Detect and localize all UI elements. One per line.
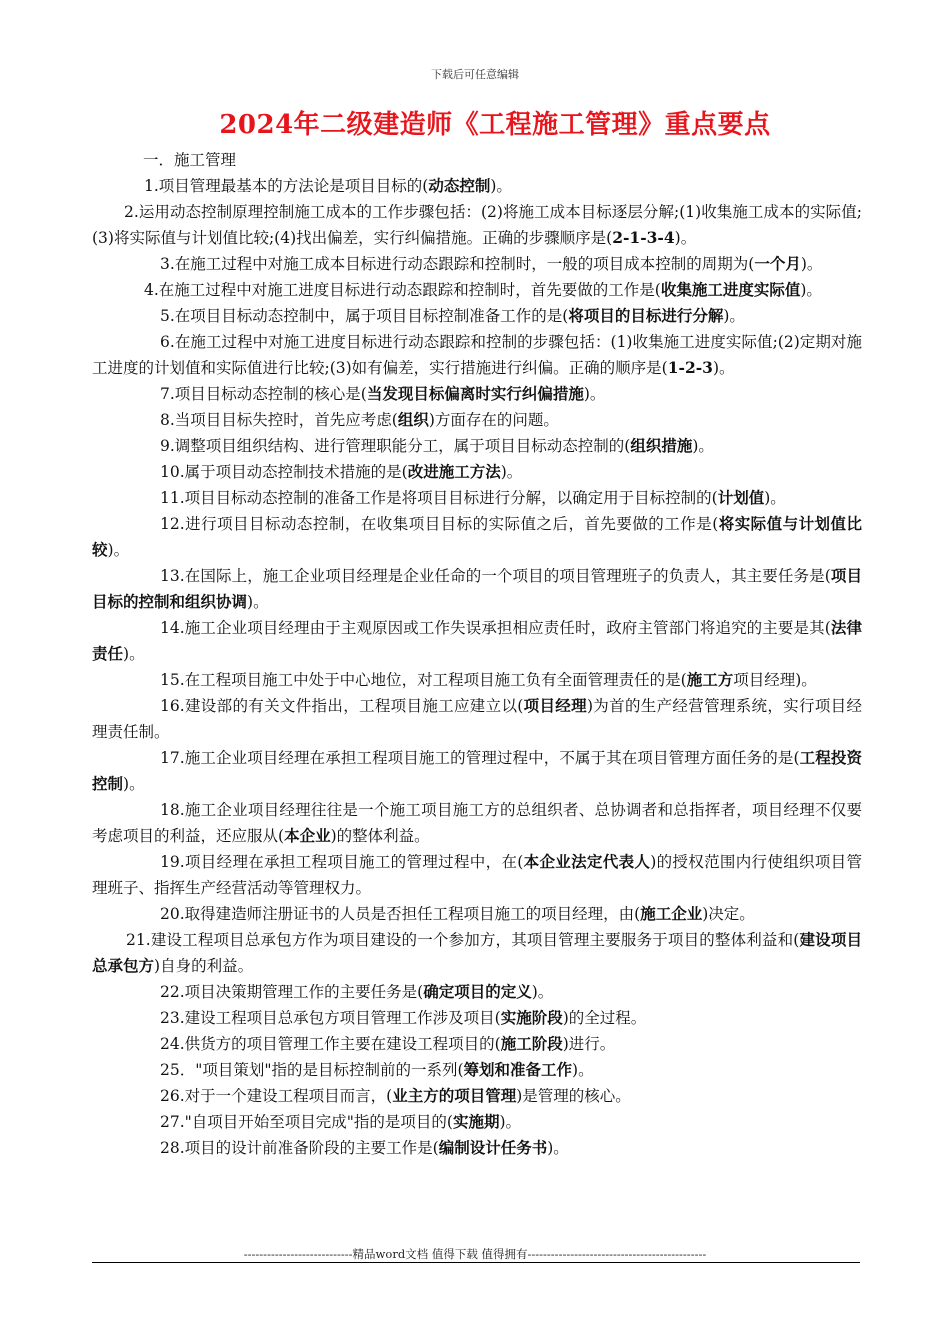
list-item (92, 979, 862, 1005)
item-text-tail: )。 (247, 593, 269, 611)
item-answer: 将项目的目标进行分解 (568, 306, 724, 325)
item-answer: 将实际值与计划值比较 (92, 514, 862, 559)
item-text-tail: )的授权范围内行使组织项目管理班子、指挥生产经营活动等管理权力。 (92, 853, 862, 897)
list-item (92, 173, 862, 199)
list-item (92, 927, 862, 979)
item-text: 10.属于项目动态控制技术措施的是( (160, 463, 408, 481)
item-text: 28.项目的设计前准备阶段的主要工作是( (160, 1139, 439, 1157)
list-item (92, 1057, 862, 1083)
item-text: 12.进行项目目标动态控制，在收集项目目标的实际值之后，首先要做的工作是( (160, 515, 719, 533)
list-item (92, 1031, 862, 1057)
item-text: 11.项目目标动态控制的准备工作是将项目目标进行分解，以确定用于目标控制的( (160, 489, 718, 507)
item-answer: 计划值 (717, 488, 765, 507)
item-answer: 2-1-3-4 (612, 228, 675, 247)
item-text-tail: )。 (123, 645, 145, 663)
item-text: 14.施工企业项目经理由于主观原因或工作失误承担相应责任时，政府主管部门将追究的主要是其( (160, 619, 831, 637)
item-text: 8.当项目目标失控时，首先应考虑( (160, 411, 398, 429)
item-answer: 1-2-3 (667, 358, 713, 377)
list-item (92, 1109, 862, 1135)
list-item (92, 745, 862, 797)
item-text-tail: )进行。 (562, 1035, 616, 1053)
item-text: 19.项目经理在承担工程项目施工的管理过程中，在( (160, 853, 524, 871)
item-text-tail: )的全过程。 (562, 1009, 647, 1027)
item-text-tail: )。 (547, 1139, 569, 1157)
item-text: 9.调整项目组织结构、进行管理职能分工，属于项目目标动态控制的( (160, 437, 631, 455)
list-item (92, 511, 862, 563)
item-text-tail: )。 (723, 307, 745, 325)
list-item (92, 433, 862, 459)
item-answer: 业主方的项目管理 (392, 1086, 517, 1105)
list-item (92, 199, 862, 251)
item-text: 13.在国际上，施工企业项目经理是企业任命的一个项目的项目管理班子的负责人，其主要任务是( (160, 567, 831, 585)
footer-text: ----------------------------精品word文档 值得下载 值得拥有---------------------------------------------- (243, 1247, 707, 1261)
list-item (92, 1083, 862, 1109)
list-item (92, 407, 862, 433)
item-answer: 项目目标的控制和组织协调 (92, 566, 862, 611)
list-item (92, 1005, 862, 1031)
list-item (92, 1135, 862, 1161)
item-text: 21.建设工程项目总承包方作为项目建设的一个参加方，其项目管理主要服务于项目的整体利益和( (126, 931, 800, 949)
item-text-tail: )。 (692, 437, 714, 455)
item-text-tail: )是管理的核心。 (516, 1087, 631, 1105)
item-answer: 当发现目标偏离时实行纠偏措施 (366, 384, 584, 403)
item-answer: 本企业法定代表人 (523, 852, 651, 871)
item-answer: 施工企业 (640, 904, 703, 923)
item-text-tail: )。 (800, 255, 823, 273)
item-text-tail: )为首的生产经营管理系统，实行项目经理责任制。 (92, 697, 862, 741)
list-item (92, 615, 862, 667)
item-text: 24.供货方的项目管理工作主要在建设工程项目的( (160, 1035, 501, 1053)
item-text-tail: )。 (764, 489, 786, 507)
item-answer: 收集施工进度实际值 (660, 280, 801, 299)
item-text: 3.在施工过程中对施工成本目标进行动态跟踪和控制时，一般的项目成本控制的周期为( (160, 255, 755, 273)
list-item (92, 381, 862, 407)
item-text: 25．"项目策划"指的是目标控制前的一系列( (160, 1061, 464, 1079)
item-text-tail: )。 (572, 1061, 594, 1079)
item-answer: 实施期 (452, 1112, 500, 1131)
item-text-tail: )。 (123, 775, 145, 793)
item-answer: 工程投资控制 (92, 748, 862, 793)
item-text-tail: )自身的利益。 (154, 957, 254, 975)
item-text-tail: )的整体利益。 (330, 827, 430, 845)
item-answer: 组织措施 (630, 436, 693, 455)
item-text-tail: )。 (531, 983, 554, 1001)
item-text: 2.运用动态控制原理控制施工成本的工作步骤包括：(2)将施工成本目标逐层分解;(1)收集施工成本的实际值;(3)将实际值与计划值比较;(4)找出偏差，实行纠偏措施。正确的步骤顺序是( (92, 203, 862, 247)
item-text: 22.项目决策期管理工作的主要任务是( (160, 983, 424, 1001)
document-title: 2024年二级建造师《工程施工管理》重点要点 (219, 110, 771, 140)
footer-rule (92, 1262, 860, 1263)
list-item (92, 277, 862, 303)
item-answer: 确定项目的定义 (423, 982, 532, 1001)
section-heading: 一．施工管理 (143, 151, 237, 169)
item-answer: 一个月 (754, 254, 801, 273)
item-text: 23.建设工程项目总承包方项目管理工作涉及项目( (160, 1009, 501, 1027)
list-item (92, 459, 862, 485)
item-answer: 实施阶段 (500, 1008, 563, 1027)
list-item (92, 563, 862, 615)
item-text: 18.施工企业项目经理往往是一个施工项目施工方的总组织者、总协调者和总指挥者，项目经理不仅要考虑项目的利益，还应服从( (92, 801, 862, 845)
item-text: 20.取得建造师注册证书的人员是否担任工程项目施工的项目经理，由( (160, 905, 641, 923)
list-item (92, 797, 862, 849)
list-item (92, 303, 862, 329)
item-text-tail: )。 (500, 463, 523, 481)
item-text: 4.在施工过程中对施工进度目标进行动态跟踪和控制时，首先要做的工作是( (144, 281, 661, 299)
list-item (92, 849, 862, 901)
list-item (92, 251, 862, 277)
item-text: 16.建设部的有关文件指出，工程项目施工应建立以( (160, 697, 524, 715)
item-answer: 施工阶段 (500, 1034, 563, 1053)
item-answer: 组织 (397, 410, 429, 429)
item-text-tail: 项目经理)。 (733, 671, 817, 689)
item-answer: 法律责任 (92, 618, 862, 663)
item-text-tail: )。 (712, 359, 735, 377)
item-text: 17.施工企业项目经理在承担工程项目施工的管理过程中，不属于其在项目管理方面任务的是( (160, 749, 800, 767)
item-text: 1.项目管理最基本的方法论是项目目标的( (144, 177, 429, 195)
item-answer: 本企业 (284, 826, 331, 845)
item-text-tail: )。 (583, 385, 606, 403)
item-answer: 动态控制 (428, 176, 491, 195)
item-list (92, 173, 862, 1161)
item-text: 7.项目目标动态控制的核心是( (160, 385, 367, 403)
item-text: 15.在工程项目施工中处于中心地位，对工程项目施工负有全面管理责任的是( (160, 671, 687, 689)
item-answer: 筹划和准备工作 (463, 1060, 573, 1079)
item-text-tail: )。 (490, 177, 512, 195)
list-item (92, 901, 862, 927)
item-text: 5.在项目目标动态控制中，属于项目目标控制准备工作的是( (160, 307, 569, 325)
item-answer: 改进施工方法 (407, 462, 501, 481)
item-text-tail: )。 (800, 281, 822, 299)
item-text: 6.在施工过程中对施工进度目标进行动态跟踪和控制的步骤包括：(1)收集施工进度实际值;(2)定期对施工进度的计划值和实际值进行比较;(3)如有偏差，实行措施进行纠偏。正确的顺序是( (92, 333, 862, 377)
list-item (92, 485, 862, 511)
item-text-tail: )。 (107, 541, 130, 559)
list-item (92, 667, 862, 693)
item-text-tail: )方面存在的问题。 (428, 411, 559, 429)
item-answer: 编制设计任务书 (438, 1138, 548, 1157)
item-answer: 施工方 (686, 670, 734, 689)
item-answer: 建设项目总承包方 (92, 930, 862, 975)
item-text-tail: )。 (674, 229, 697, 247)
list-item (92, 329, 862, 381)
item-text-tail: )。 (499, 1113, 522, 1131)
item-answer: 项目经理 (523, 696, 587, 715)
item-text: 26.对于一个建设工程项目而言，( (160, 1087, 393, 1105)
item-text-tail: )决定。 (702, 905, 755, 923)
item-text: 27."自项目开始至项目完成"指的是项目的( (160, 1113, 453, 1131)
list-item (92, 693, 862, 745)
header-note: 下载后可任意编辑 (431, 68, 519, 81)
